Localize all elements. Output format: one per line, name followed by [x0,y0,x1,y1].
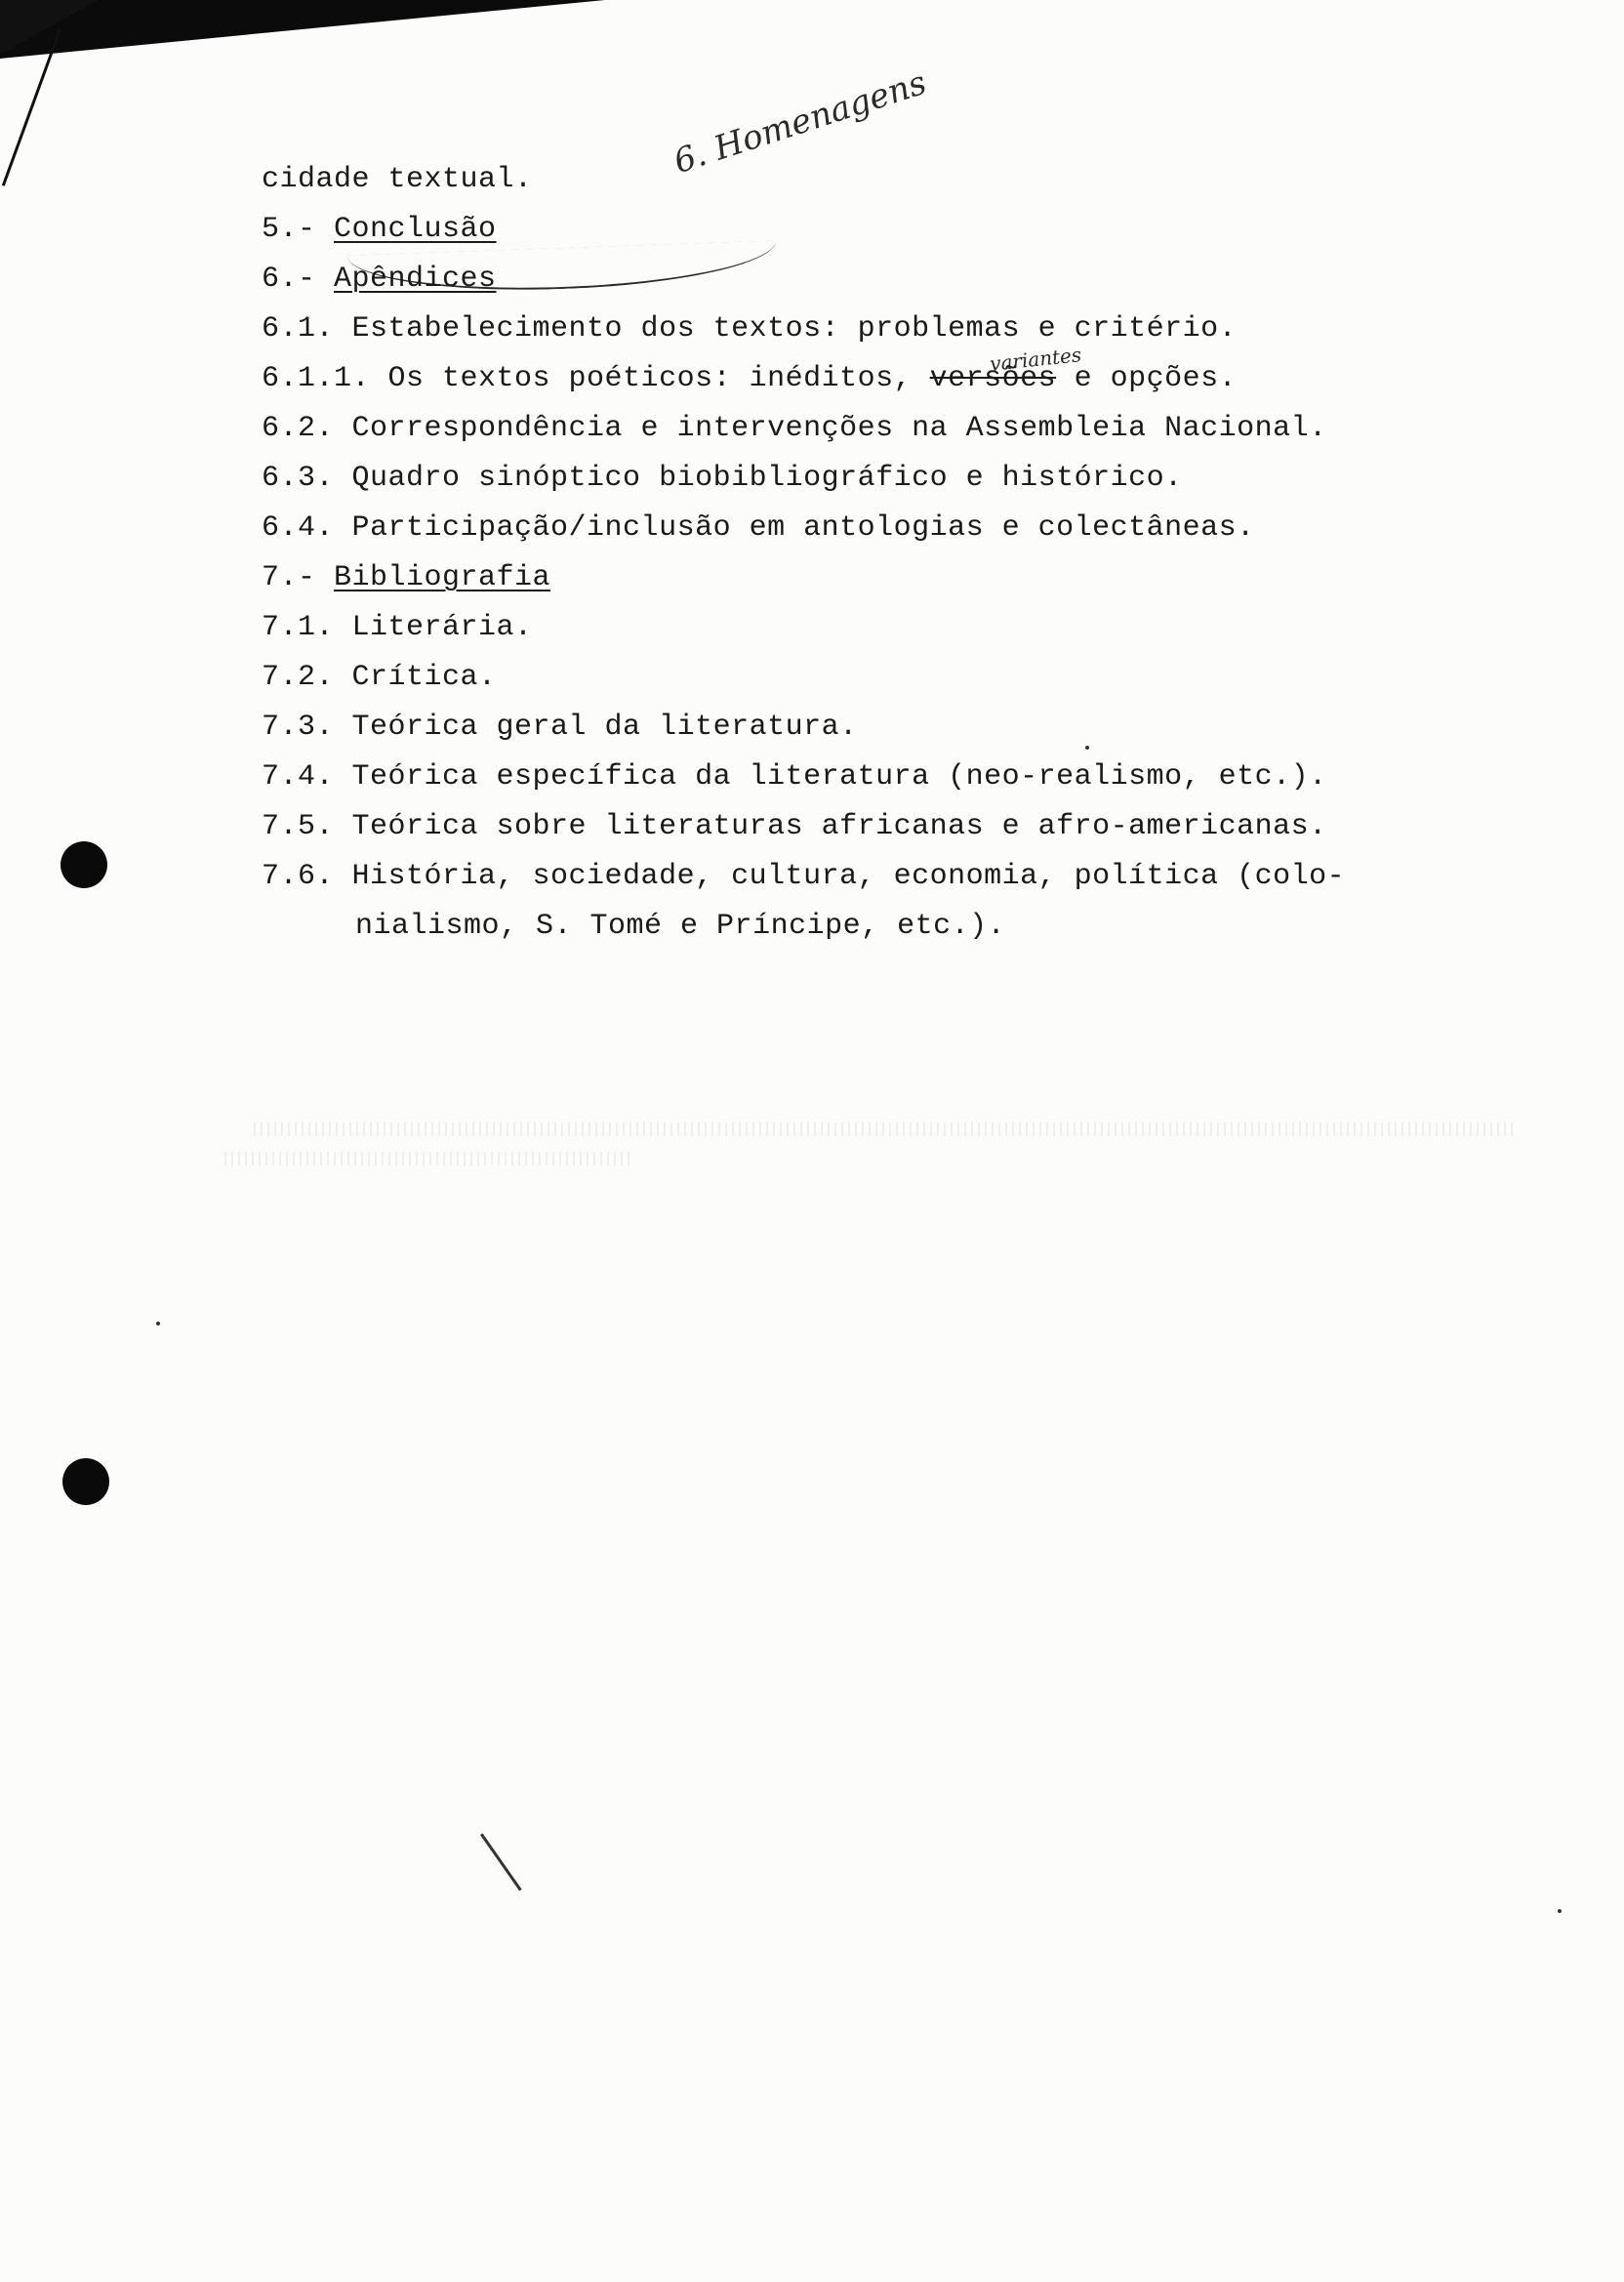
section-number: 6.- [262,263,335,296]
text-line: 7.3. Teórica geral da literatura. [262,711,858,744]
text-line: 7.6. História, sociedade, cultura, economia, política (colo- [262,860,1346,893]
scan-corner-fold [0,0,98,55]
section-heading-conclusao [262,212,497,247]
text-line: cidade textual. [262,163,533,196]
section-number: 5.- [262,213,335,246]
text-line-with-correction [262,361,1237,396]
handwritten-insertion: variantes [989,343,1083,376]
text-line: 7.1. Literária. [262,611,533,644]
scan-noise [224,1152,634,1165]
scan-speck [156,1322,160,1325]
text-line: 7.5. Teórica sobre literaturas africanas e afro-americanas. [262,810,1327,843]
section-number: 7.- [262,561,335,594]
text-line: 6.4. Participação/inclusão em antologias e colectâneas. [262,511,1255,545]
section-title: Apêndices [334,263,497,296]
text-line: 6.1. Estabelecimento dos textos: problemas e critério. [262,312,1238,346]
scan-noise [254,1122,1513,1136]
text-line: 6.2. Correspondência e intervenções na Assembleia Nacional. [262,412,1327,445]
section-heading-apendices [262,262,497,297]
line-text: 6.1.1. Os textos poéticos: inéditos, [262,362,930,395]
text-line: 6.3. Quadro sinóptico biobibliográfico e histórico. [262,462,1183,495]
section-title: Bibliografia [334,561,551,594]
handwritten-margin-note: 6. Homenagens [669,62,931,182]
text-line: 7.4. Teórica específica da literatura (neo-realismo, etc.). [262,760,1327,794]
text-line: 7.2. Crítica. [262,661,497,694]
text-line: nialismo, S. Tomé e Príncipe, etc.). [355,910,1006,943]
punch-hole-top [61,841,107,888]
line-text: e opções. [1056,362,1238,395]
scan-speck [1085,746,1089,750]
struck-word: versões [929,362,1057,395]
punch-hole-bottom [62,1458,109,1505]
scan-mark [480,1833,522,1891]
scan-speck [1558,1909,1562,1913]
section-heading-bibliografia [262,560,550,595]
section-title: Conclusão [334,213,497,246]
